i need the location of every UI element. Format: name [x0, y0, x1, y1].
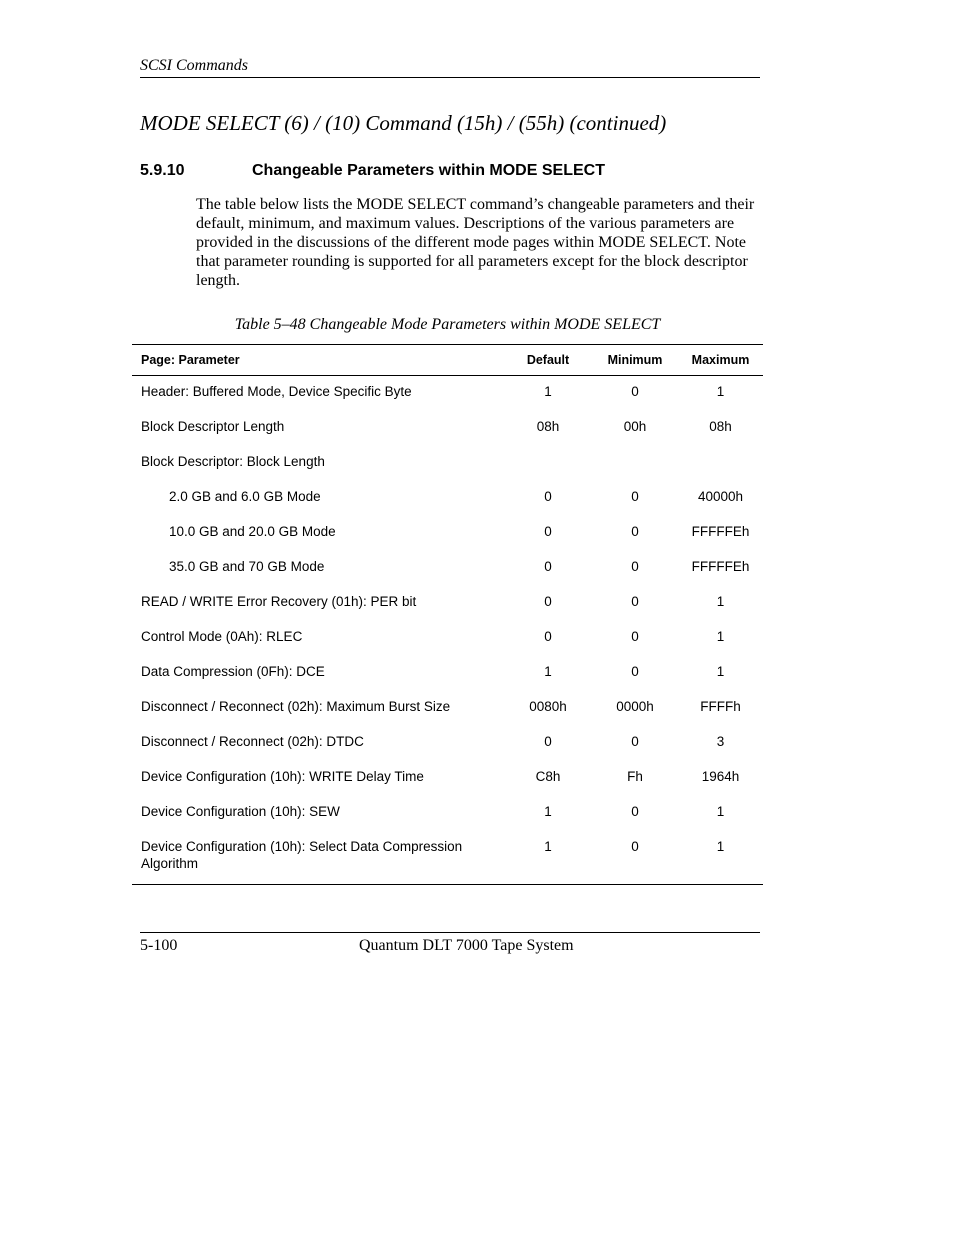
cell-minimum: 0 — [631, 594, 639, 609]
cell-maximum: FFFFh — [700, 699, 741, 714]
cell-default: 1 — [544, 664, 552, 679]
table-row — [132, 693, 763, 728]
cell-default: 1 — [544, 384, 552, 399]
cell-maximum: FFFFFEh — [691, 559, 750, 574]
cell-minimum: 0 — [631, 664, 639, 679]
cell-default: C8h — [535, 769, 561, 784]
cell-default: 0080h — [529, 699, 567, 714]
cell-default: 0 — [544, 489, 552, 504]
header-minimum: Minimum — [607, 353, 663, 367]
cell-parameter: Control Mode (0Ah): RLEC — [141, 629, 303, 644]
header-default: Default — [526, 353, 570, 367]
cell-minimum: 0 — [631, 384, 639, 399]
cell-default: 0 — [544, 594, 552, 609]
cell-minimum: 0 — [631, 559, 639, 574]
table-row — [132, 798, 763, 833]
cell-parameter: Device Configuration (10h): Select Data Compression Algorithm — [141, 839, 463, 871]
cell-minimum: 0 — [631, 524, 639, 539]
cell-maximum: FFFFFEh — [691, 524, 750, 539]
cell-parameter: Disconnect / Reconnect (02h): DTDC — [141, 734, 364, 749]
cell-maximum — [678, 448, 763, 483]
cell-minimum: 0 — [631, 804, 639, 819]
section-heading — [140, 161, 605, 181]
table-row — [132, 448, 763, 483]
parameters-table — [132, 344, 763, 885]
cell-minimum: 0 — [631, 734, 639, 749]
cell-minimum: 0 — [631, 489, 639, 504]
cell-maximum: 1 — [716, 384, 725, 399]
page-number: 5-100 — [140, 937, 178, 954]
cell-default: 0 — [544, 629, 552, 644]
section-number: 5.9.10 — [140, 162, 185, 179]
page-title: MODE SELECT (6) / (10) Command (15h) / (55h) (continued) — [140, 111, 667, 135]
cell-parameter: Disconnect / Reconnect (02h): Maximum Burst Size — [141, 699, 451, 714]
cell-parameter: READ / WRITE Error Recovery (01h): PER bit — [141, 594, 417, 609]
cell-parameter: 10.0 GB and 20.0 GB Mode — [169, 524, 336, 539]
cell-parameter: Device Configuration (10h): SEW — [141, 804, 340, 819]
table-row — [132, 553, 763, 588]
cell-parameter: 35.0 GB and 70 GB Mode — [169, 559, 325, 574]
cell-maximum: 08h — [709, 419, 732, 434]
header-maximum: Maximum — [691, 353, 750, 367]
cell-maximum: 40000h — [697, 489, 744, 504]
cell-maximum: 1 — [716, 629, 725, 644]
cell-default — [504, 448, 592, 483]
cell-minimum: Fh — [627, 769, 643, 784]
cell-maximum: 1 — [716, 804, 725, 819]
cell-default: 08h — [536, 419, 560, 434]
cell-maximum: 1 — [716, 839, 725, 854]
section-title: Changeable Parameters within MODE SELECT — [252, 162, 605, 179]
product-name: Quantum DLT 7000 Tape System — [359, 937, 574, 954]
cell-maximum: 1 — [716, 594, 725, 609]
cell-parameter: Data Compression (0Fh): DCE — [141, 664, 325, 679]
header-parameter: Page: Parameter — [141, 353, 240, 367]
cell-parameter: Block Descriptor Length — [141, 419, 285, 434]
table-row — [132, 413, 763, 448]
cell-parameter: Block Descriptor: Block Length — [141, 454, 325, 469]
cell-default: 1 — [544, 839, 552, 854]
table-row — [132, 518, 763, 553]
table-caption: Table 5–48 Changeable Mode Parameters within MODE SELECT — [234, 316, 661, 333]
cell-default: 1 — [544, 804, 552, 819]
table-row — [132, 483, 763, 518]
cell-default: 0 — [544, 559, 552, 574]
table-row — [132, 623, 763, 658]
cell-minimum — [592, 448, 678, 483]
cell-minimum: 0000h — [616, 699, 654, 714]
cell-parameter: Header: Buffered Mode, Device Specific Byte — [141, 384, 412, 399]
cell-maximum: 1 — [716, 664, 725, 679]
page-footer — [140, 932, 760, 954]
table-row — [132, 378, 763, 413]
cell-default: 0 — [544, 524, 552, 539]
cell-minimum: 0 — [631, 839, 639, 854]
cell-maximum: 3 — [716, 734, 725, 749]
body-paragraph: The table below lists the MODE SELECT command’s changeable parameters and their default, minimum, and maximum values. Descriptions of the various parameters are provided in the discussions of the different mode pages within MODE SELECT. Note that parameter rounding is supported for all parameters except for the block descriptor length. — [196, 196, 755, 289]
table-row — [132, 763, 763, 798]
table-row — [132, 658, 763, 693]
cell-parameter: Device Configuration (10h): WRITE Delay Time — [141, 769, 424, 784]
running-head: SCSI Commands — [140, 56, 760, 78]
cell-minimum: 0 — [631, 629, 639, 644]
cell-default: 0 — [544, 734, 552, 749]
cell-parameter: 2.0 GB and 6.0 GB Mode — [169, 489, 321, 504]
table-row — [132, 728, 763, 763]
cell-minimum: 00h — [623, 419, 647, 434]
table-row — [132, 588, 763, 623]
cell-maximum: 1964h — [701, 769, 740, 784]
table-row — [132, 833, 763, 874]
table-header-row — [132, 345, 763, 376]
